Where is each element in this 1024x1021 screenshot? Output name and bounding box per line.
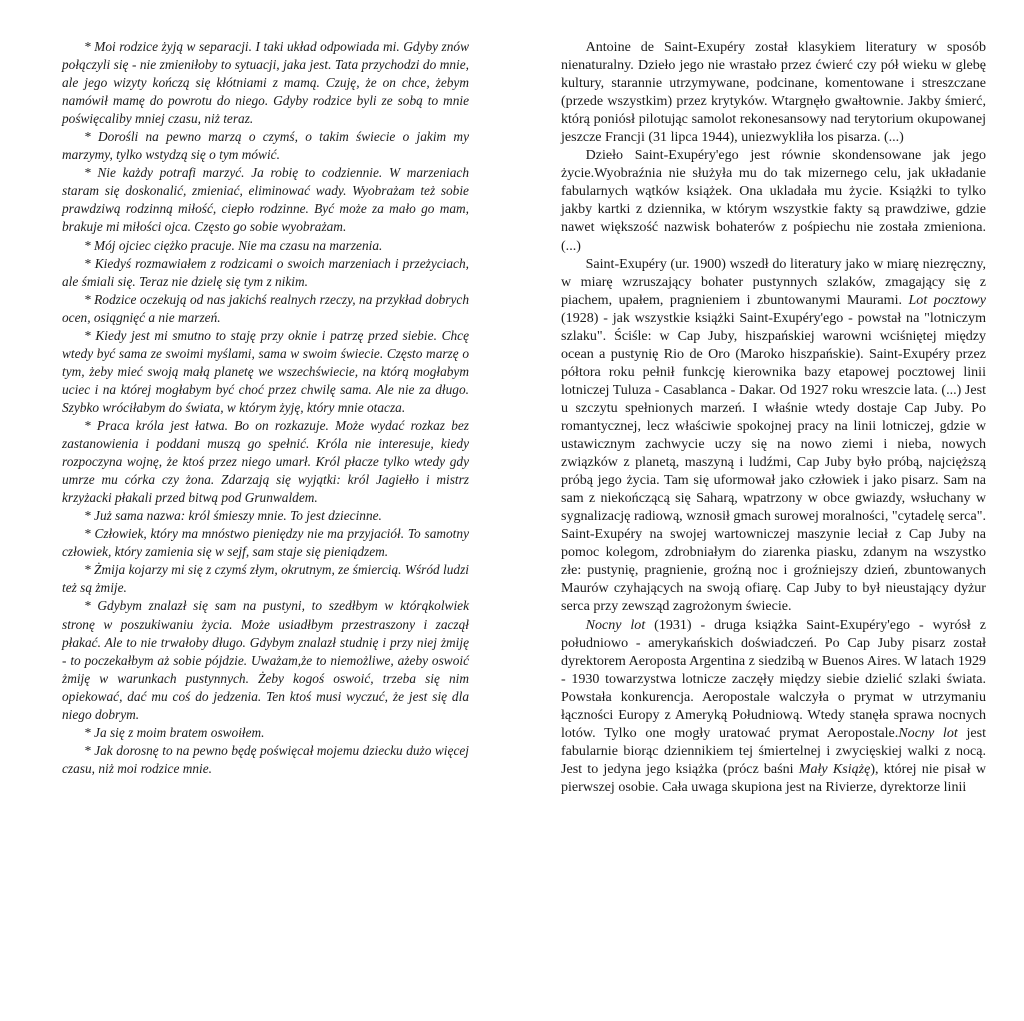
essay-paragraph: Saint-Exupéry (ur. 1900) wszedł do literatury jako w miarę niezręczny, w miarę wzruszający bohater pustynnych szlaków, zmagający się z piachem, upałem, pragnieniem i zbuntowanymi Maurami. Lot pocztowy (1928) - jak wszystkie książki Saint-Exupéry'ego - powstał na "lotniczym szlaku". Ściśle: w Cap Juby, hiszpańskiej warowni wciśniętej między ocean a pustynię Rio de Oro (Maroko hiszpańskie). Saint-Exupéry przez półtora roku pełnił funkcję kierownika bazy etapowej pocztowej linii lotniczej Tuluza - Casablanca - Dakar. Od 1927 roku wreszcie lata. (...) Jest u szczytu spełnionych marzeń. I właśnie wtedy dostaje Cap Juby. Po romantycznej, lecz właściwie spokojnej pracy na linii lotniczej, gdzie w ustawicznym zachwycie uczy się na nowo ziemi i nieba, nowych związków z planetą, maszyną i ludźmi, Cap Juby było próbą, najcięższą próbą jego życia. Tam się uformował jako człowiek i jako pisarz. Sam na sam z niekończącą się Saharą, wpatrzony w obce gwiazdy, wsłuchany w sygnalizację radiową, wznosił gmach surowej moralności, "cytadelę serca". Saint-Exupéry na swojej wartowniczej maszynie leciał z Cap Juby na pomoc kolegom, zdrobniałym do ziarenka piasku, zdanym na wszystko złe: pustynię, pragnienie, groźną noc i groźniejszy dzień, zbuntowanych Maurów czyhających na swoją ofiarę. Cap Juby to był nieustający dyżur serca przy zewsząd zagrożonym świecie. [561, 255, 986, 615]
quote-paragraph: * Jak dorosnę to na pewno będę poświęcał mojemu dziecku dużo więcej czasu, niż moi rodzice mnie. [62, 742, 469, 776]
quote-paragraph: * Nie każdy potrafi marzyć. Ja robię to codziennie. W marzeniach staram się doskonalić, zmieniać, eliminować wady. Wyobrażam też sobie prawdziwą rodzinną miłość, ciepło rodzinne. Być może za mało go mam, brakuje mi miłości ojca. Często go sobie wyobrażam. [62, 165, 469, 235]
book-title: Lot pocztowy [908, 291, 986, 308]
quote-paragraph: * Rodzice oczekują od nas jakichś realnych rzeczy, na przykład dobrych ocen, osiągnięć a nie marzeń. [62, 291, 469, 325]
quote-paragraph: * Człowiek, który ma mnóstwo pieniędzy nie ma przyjaciół. To samotny człowiek, który zamienia się w sejf, sam staje się pieniądzem. [62, 526, 469, 560]
quote-paragraph: * Żmija kojarzy mi się z czymś złym, okrutnym, ze śmiercią. Wśród ludzi też są żmije. [62, 562, 469, 596]
quote-paragraph: * Dorośli na pewno marzą o czymś, o takim świecie o jakim my marzymy, tylko wstydzą się o tym mówić. [62, 129, 469, 163]
right-page-column [561, 38, 986, 796]
quote-paragraph: * Już sama nazwa: król śmieszy mnie. To jest dziecinne. [84, 508, 382, 524]
essay-paragraph: Dzieło Saint-Exupéry'ego jest równie skondensowane jak jego życie.Wyobraźnia nie służyła mu do tak mizernego celu, jak układanie fabularnych wątków książek. Ona ukladała mu życie. Książki to tylko jakby kartki z dziennika, w którym wszystkie fakty są prawdziwe, gdzie nawet większość nazwisk bohaterów z pośpiechu nie została zmieniona.(...) [561, 147, 986, 254]
left-page-column [62, 38, 469, 778]
essay-paragraph: Nocny lot (1931) - druga książka Saint-Exupéry'ego - wyrósł z południowo - amerykańskich doświadczeń. Po Cap Juby pisarz został dyrektorem Aeroposta Argentina z siedzibą w Buenos Aires. W latach 1929 - 1930 towarzystwa lotnicze zaczęły między siebie dzielić szlaki świata. Powstała konkurencja. Aeropostale walczyła o prymat w utrzymaniu łączności Europy z Ameryką Południową. Wtedy stanęła sprawa nocnych lotów. Tylko one mogły uratować prymat Aeropostale.Nocny lot jest fabularnie biorąc dziennikiem tej śmiertelnej i zwycięskiej walki z nocą. Jest to jedyna jego książka (prócz baśni Mały Książę), której nie pisał w pierwszej osobie. Cała uwaga skupiona jest na Rivierze, dyrektorze linii [561, 616, 986, 795]
essay-paragraph: Antoine de Saint-Exupéry został klasykiem literatury w sposób nienaturalny. Dzieło jego nie wrastało przez ćwierć czy pół wieku w glebę kultury, starannie utrzymywane, podcinane, komentowane i streszczane (przede wszystkim) przez krytyków. Wtargnęło gwałtownie. Jakby śmierć, którą poniósł pilotując samolot rekonesansowy nad terytorium okupowanej jeszcze Francji (31 lipca 1944), uniezwykliła los pisarza. (...) [561, 39, 986, 146]
quote-paragraph: * Moi rodzice żyją w separacji. I taki układ odpowiada mi. Gdyby znów połączyli się - nie zmieniłoby to sytuacji, jaka jest. Tata przychodzi do mnie, ale jego wizyty kończą się kłótniami z mamą. Czuję, że on chce, żebym namówił mamę do powrotu do niego. Gdyby rodzice byli ze sobą to mnie poświęcaliby mniej czasu, niż teraz. [62, 39, 469, 127]
quote-paragraph: * Praca króla jest łatwa. Bo on rozkazuje. Może wydać rozkaz bez zastanowienia i poddani muszą go spełnić. Króla nie interesuje, kiedy rozpoczyna wojnę, że ktoś przez niego umarł. Król płacze tylko wtedy gdy umrze mu córka czy żona. Zdarzają się wyjątki: król Jagiełło i mistrz krzyżacki płakali przed bitwą pod Grunwaldem. [62, 417, 469, 506]
book-title: Nocny lot [898, 724, 958, 741]
book-title: Nocny lot [585, 616, 646, 633]
quote-paragraph: * Kiedyś rozmawiałem z rodzicami o swoich marzeniach i przeżyciach, ale śmiali się. Teraz nie dzielę się tym z nikim. [62, 255, 469, 289]
quote-paragraph: * Mój ojciec ciężko pracuje. Nie ma czasu na marzenia. [84, 237, 383, 253]
book-title: Mały Książę [798, 760, 871, 777]
quote-paragraph: * Ja się z moim bratem oswoiłem. [84, 724, 265, 740]
quote-paragraph: * Kiedy jest mi smutno to staję przy oknie i patrzę przed siebie. Chcę wtedy być sama ze swoimi myślami, sama w swoim świecie. Często marzę o tym, żeby mieć swoją małą planetę we wszechświecie, na którą mogłabym uciec i na której mogłabym być choć przez chwilę sama. Ale nie za długo. Szybko wróciłabym do świata, w którym żyję, który mnie otacza. [62, 327, 469, 415]
quote-paragraph: * Gdybym znalazł się sam na pustyni, to szedłbym w którąkolwiek stronę w poszukiwaniu życia. Może usiadłbym przestraszony i zaczął płakać. Ale to nie trwałoby długo. Gdybym znalazł studnię i przy niej żmiję - to poczekałbym aż sobie pójdzie. Uważam,że to niemożliwe, ażeby oswoić żmiję w warunkach pustynnych. Żeby kogoś oswoić, trzeba się nim opiekować, dać mu coś do jedzenia. Ten ktoś musi wyczuć, że jest się dla niego dobrym. [62, 598, 469, 722]
